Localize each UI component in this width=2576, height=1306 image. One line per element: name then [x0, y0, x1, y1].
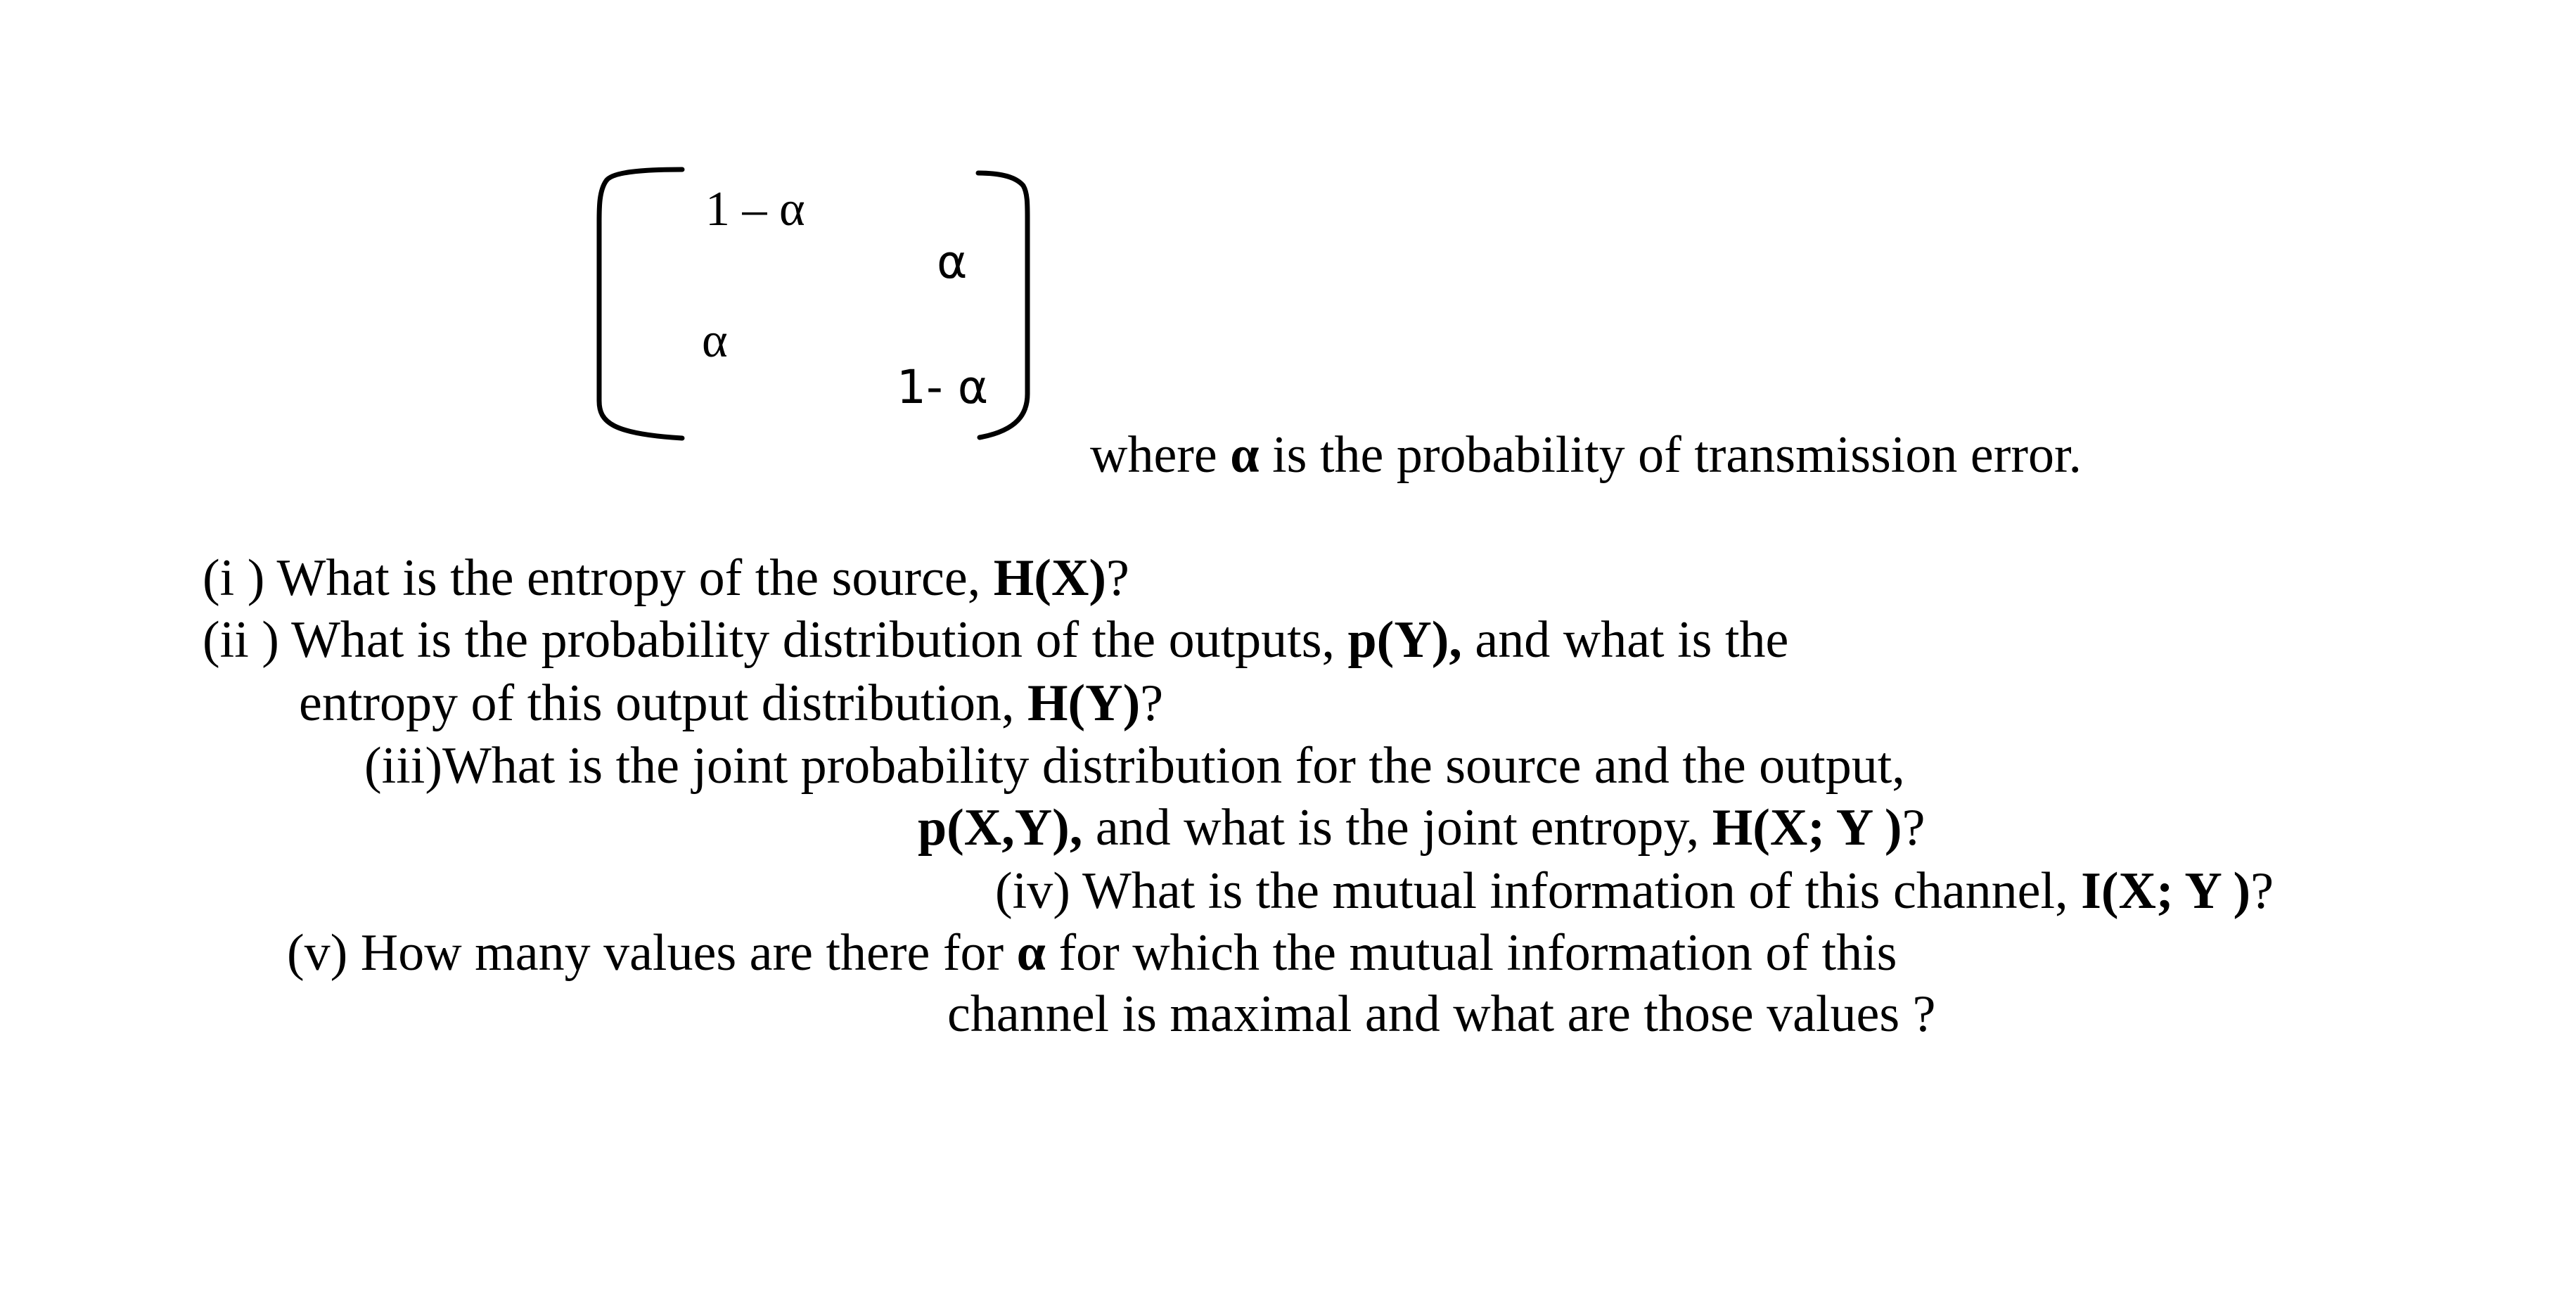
alpha-definition [1090, 426, 2082, 484]
question-v-line1 [287, 924, 1897, 982]
question-iii-term: p(X,Y), [918, 799, 1083, 857]
question-v-text: (v) How many values are there for [287, 924, 1017, 982]
question-iii-suffix: ? [1902, 799, 1925, 857]
question-i-suffix: ? [1106, 549, 1129, 607]
question-ii-line1 [203, 611, 1789, 669]
question-ii-line2 [299, 674, 1164, 732]
where-prefix: where [1090, 426, 1231, 484]
where-suffix: is the probability of transmission error. [1259, 426, 2082, 484]
question-iv-text: (iv) What is the mutual information of this channel, [995, 862, 2082, 920]
matrix-entry-r1c2: α [937, 235, 968, 289]
question-iv-term: I(X; Y ) [2081, 862, 2251, 920]
left-bracket [577, 165, 689, 447]
question-i-text: (i ) What is the entropy of the source, [203, 549, 994, 607]
question-iii-text: and what is the joint entropy, [1082, 799, 1712, 857]
question-ii-term: p(Y), [1347, 611, 1462, 669]
question-i-term: H(X) [993, 549, 1107, 607]
question-v-line2: channel is maximal and what are those values ? [947, 985, 1936, 1043]
question-ii-line2-suffix: ? [1140, 674, 1164, 732]
question-ii-line2-term: H(Y) [1027, 674, 1141, 732]
question-v-suffix: for which the mutual information of this [1045, 924, 1897, 982]
matrix-entry-r2c2: 1- α [897, 360, 989, 414]
question-v-alpha: α [1016, 924, 1046, 982]
question-ii-line2-text: entropy of this output distribution, [299, 674, 1027, 732]
question-ii-text: (ii ) What is the probability distribution of the outputs, [203, 611, 1348, 669]
question-iv-suffix: ? [2250, 862, 2274, 920]
question-iii-line1: (iii)What is the joint probability distribution for the source and the output, [364, 737, 1905, 795]
question-iv [995, 862, 2274, 920]
question-ii-suffix: and what is the [1461, 611, 1789, 669]
question-iii-term2: H(X; Y ) [1712, 799, 1902, 857]
matrix-entry-r2c1: α [702, 314, 728, 368]
matrix-entry-r1c1: 1 – α [705, 182, 805, 236]
question-i [203, 549, 1129, 607]
question-iii-line2 [918, 799, 1925, 857]
alpha-symbol: α [1230, 426, 1260, 484]
